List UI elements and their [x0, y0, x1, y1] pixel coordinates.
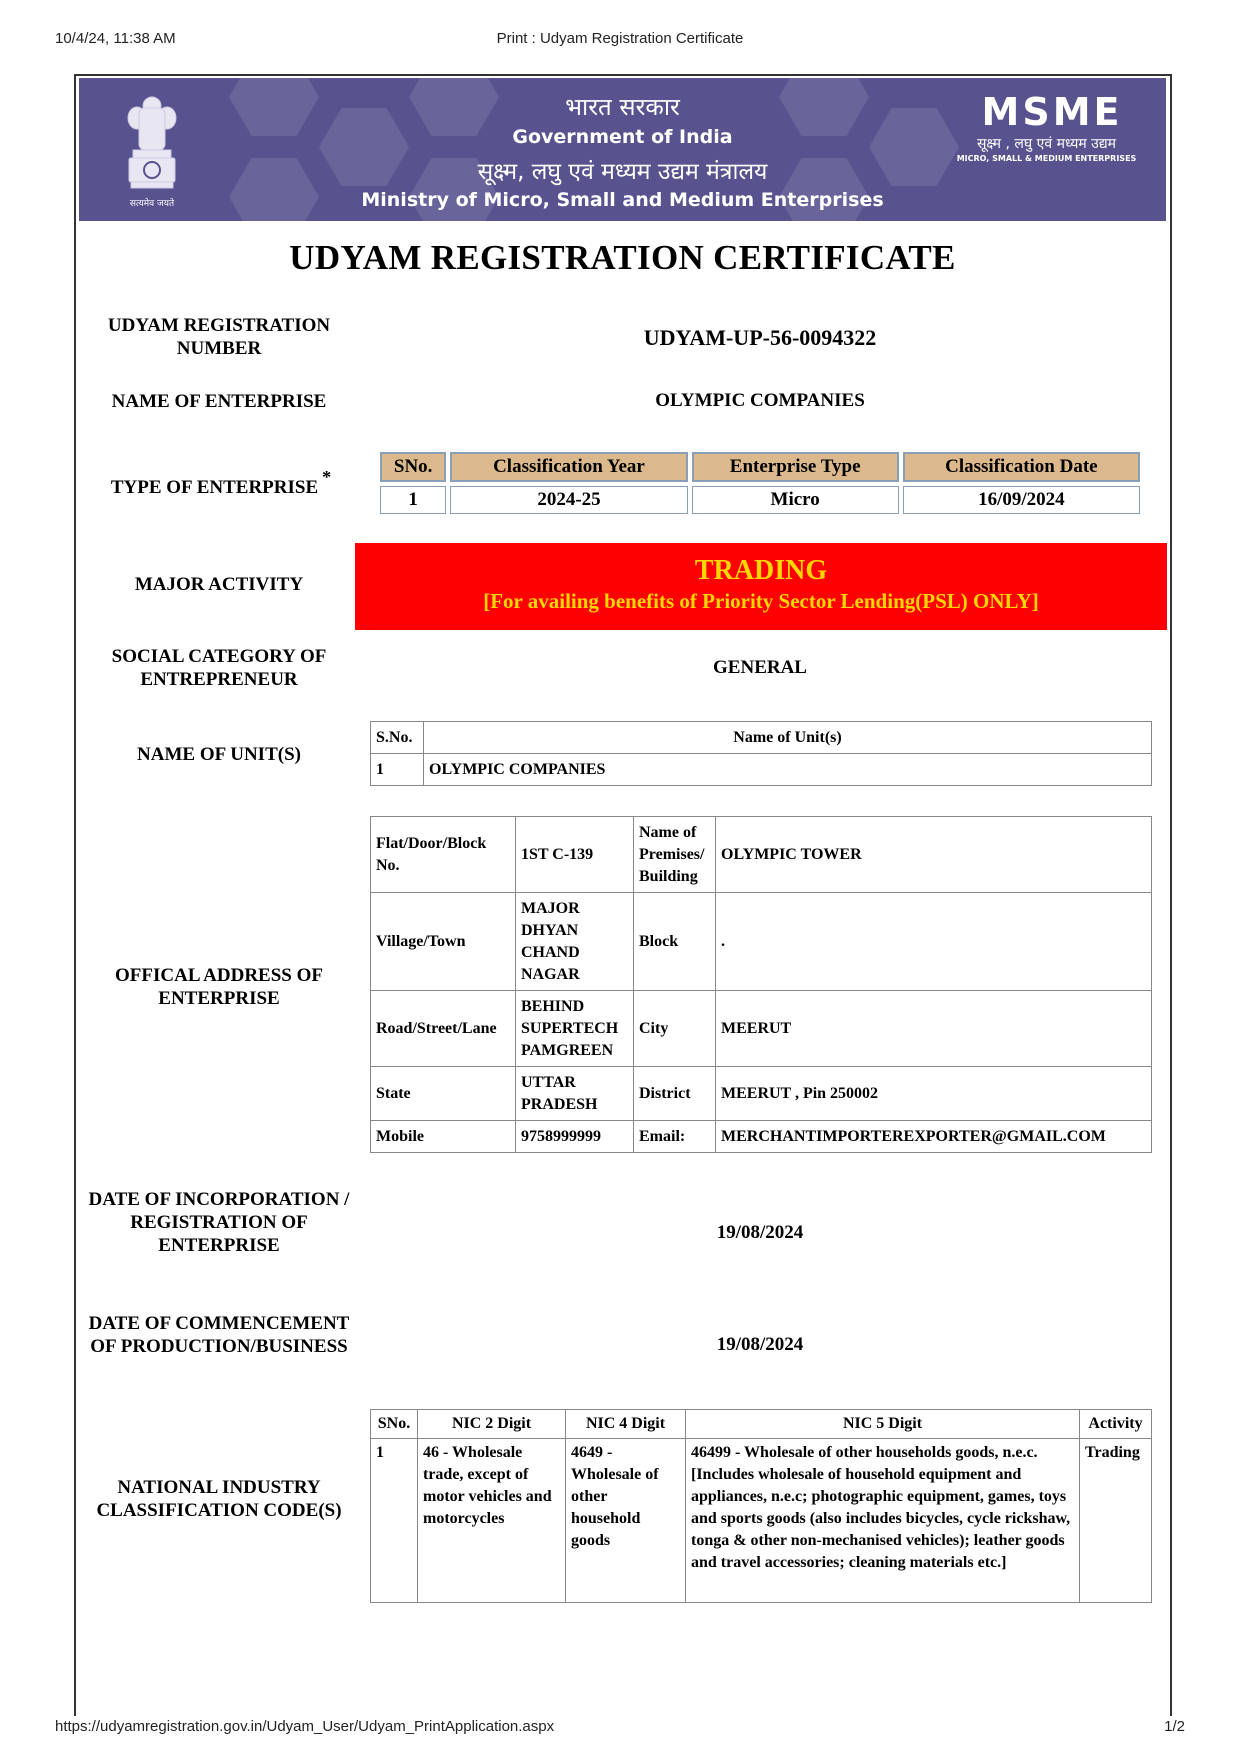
nic-cell-2digit: 46 - Wholesale trade, except of motor vehicles and motorcycles [418, 1439, 566, 1603]
email-value: MERCHANTIMPORTEREXPORTER@GMAIL.COM [716, 1121, 1152, 1153]
table-row [371, 893, 1152, 991]
msme-logo [972, 92, 1132, 132]
flat-value: 1ST C-139 [516, 817, 634, 893]
premises-label: Name of Premises/ Building [634, 817, 716, 893]
enterprise-type-table [376, 452, 1144, 514]
type-table-header-row [380, 452, 1140, 482]
msme-hindi-text: सूक्ष्म , लघु एवं मध्यम उद्यम [976, 136, 1117, 152]
premises-value: OLYMPIC TOWER [716, 817, 1152, 893]
type-cell-date: 16/09/2024 [903, 486, 1140, 514]
major-activity-label: MAJOR ACTIVITY [134, 574, 304, 595]
major-activity-box [355, 543, 1167, 630]
print-footer [0, 1718, 1240, 1740]
block-label: Block [634, 893, 716, 991]
major-activity-value: TRADING [694, 555, 828, 586]
social-category-value: GENERAL [713, 657, 807, 678]
address-table [370, 816, 1152, 1153]
commencement-date: 19/08/2024 [716, 1334, 804, 1355]
print-page-title: Print : Udyam Registration Certificate [496, 30, 744, 47]
nic-label: NATIONAL INDUSTRY CLASSIFICATION CODE(S) [96, 1477, 342, 1521]
type-of-enterprise-text: TYPE OF ENTERPRISE [110, 477, 319, 498]
nic-cell-5digit: 46499 - Wholesale of other households goods, n.e.c. [Includes wholesale of household equipment and appliances, n.e.c; photographic equipment, games, toys and sports goods (also includes bicycles, cycle rickshaw, tonga & other non-mechanised vehicles); leather goods and travel accessories; cleaning materials etc.] [686, 1439, 1080, 1603]
msme-logo-text: MSME [981, 92, 1123, 132]
mobile-value: 9758999999 [516, 1121, 634, 1153]
address-label: OFFICAL ADDRESS OF ENTERPRISE [115, 965, 323, 1009]
nic-header-row [371, 1410, 1152, 1439]
type-header-date: Classification Date [903, 452, 1140, 482]
state-label: State [371, 1067, 516, 1121]
reg-number-label: UDYAM REGISTRATION NUMBER [107, 315, 331, 359]
nic-header-5digit: NIC 5 Digit [686, 1410, 1080, 1439]
banner-hindi-ministry: सूक्ष्म, लघु एवं मध्यम उद्यम मंत्रालय [477, 159, 768, 185]
type-header-sno: SNo. [380, 452, 446, 482]
print-datetime: 10/4/24, 11:38 AM [55, 30, 176, 47]
table-row [371, 754, 1152, 786]
district-label: District [634, 1067, 716, 1121]
nic-header-4digit: NIC 4 Digit [566, 1410, 686, 1439]
incorporation-label: DATE OF INCORPORATION / REGISTRATION OF ENTERPRISE [88, 1189, 350, 1256]
type-of-enterprise-label [88, 467, 350, 499]
block-value: . [716, 893, 1152, 991]
table-row [371, 817, 1152, 893]
table-row [371, 1121, 1152, 1153]
nic-table [370, 1409, 1152, 1603]
units-table [370, 721, 1152, 786]
incorporation-date: 19/08/2024 [716, 1222, 804, 1243]
email-label: Email: [634, 1121, 716, 1153]
nic-header-sno: SNo. [371, 1410, 418, 1439]
type-header-year: Classification Year [450, 452, 687, 482]
table-row [371, 1067, 1152, 1121]
msme-english-text: MICRO, SMALL & MEDIUM ENTERPRISES [956, 154, 1137, 163]
nic-cell-4digit: 4649 - Wholesale of other household goods [566, 1439, 686, 1603]
city-label: City [634, 991, 716, 1067]
road-value: BEHIND SUPERTECH PAMGREEN [516, 991, 634, 1067]
nic-cell-sno: 1 [371, 1439, 418, 1603]
flat-label: Flat/Door/Block No. [371, 817, 516, 893]
major-activity-note: [For availing benefits of Priority Sector Lending(PSL) ONLY] [483, 589, 1039, 613]
table-row [380, 486, 1140, 514]
units-label: NAME OF UNIT(S) [137, 744, 301, 765]
banner-english-ministry: Ministry of Micro, Small and Medium Enterprises [361, 189, 884, 211]
enterprise-name-label: NAME OF ENTERPRISE [111, 391, 327, 412]
emblem-motto: सत्यमेव जयते [129, 199, 175, 209]
mobile-label: Mobile [371, 1121, 516, 1153]
table-row [371, 991, 1152, 1067]
commencement-label: DATE OF COMMENCEMENT OF PRODUCTION/BUSINESS [88, 1313, 350, 1357]
banner-hindi-title: भारत सरकार [565, 93, 680, 121]
units-header-row [371, 722, 1152, 754]
certificate-title: UDYAM REGISTRATION CERTIFICATE [289, 238, 956, 277]
units-cell-name: OLYMPIC COMPANIES [424, 754, 1152, 786]
road-label: Road/Street/Lane [371, 991, 516, 1067]
district-value: MEERUT , Pin 250002 [716, 1067, 1152, 1121]
banner-english-title: Government of India [512, 126, 733, 148]
nic-header-activity: Activity [1080, 1410, 1152, 1439]
state-value: UTTAR PRADESH [516, 1067, 634, 1121]
reg-number-value: UDYAM-UP-56-0094322 [643, 325, 877, 350]
government-banner [79, 78, 1166, 221]
type-cell-type: Micro [692, 486, 899, 514]
type-header-type: Enterprise Type [692, 452, 899, 482]
type-footnote-star: * [322, 467, 332, 487]
enterprise-name-value: OLYMPIC COMPANIES [655, 390, 865, 411]
table-row [371, 1439, 1152, 1603]
print-header [0, 30, 1240, 52]
units-header-sno: S.No. [371, 722, 424, 754]
social-category-label: SOCIAL CATEGORY OF ENTREPRENEUR [111, 646, 327, 690]
village-value: MAJOR DHYAN CHAND NAGAR [516, 893, 634, 991]
nic-header-2digit: NIC 2 Digit [418, 1410, 566, 1439]
city-value: MEERUT [716, 991, 1152, 1067]
village-label: Village/Town [371, 893, 516, 991]
type-cell-sno: 1 [380, 486, 446, 514]
type-cell-year: 2024-25 [450, 486, 687, 514]
print-page-number: 1/2 [1164, 1718, 1185, 1735]
units-cell-sno: 1 [371, 754, 424, 786]
units-header-name: Name of Unit(s) [424, 722, 1152, 754]
print-url: https://udyamregistration.gov.in/Udyam_User/Udyam_PrintApplication.aspx [55, 1718, 555, 1735]
nic-cell-activity: Trading [1080, 1439, 1152, 1603]
